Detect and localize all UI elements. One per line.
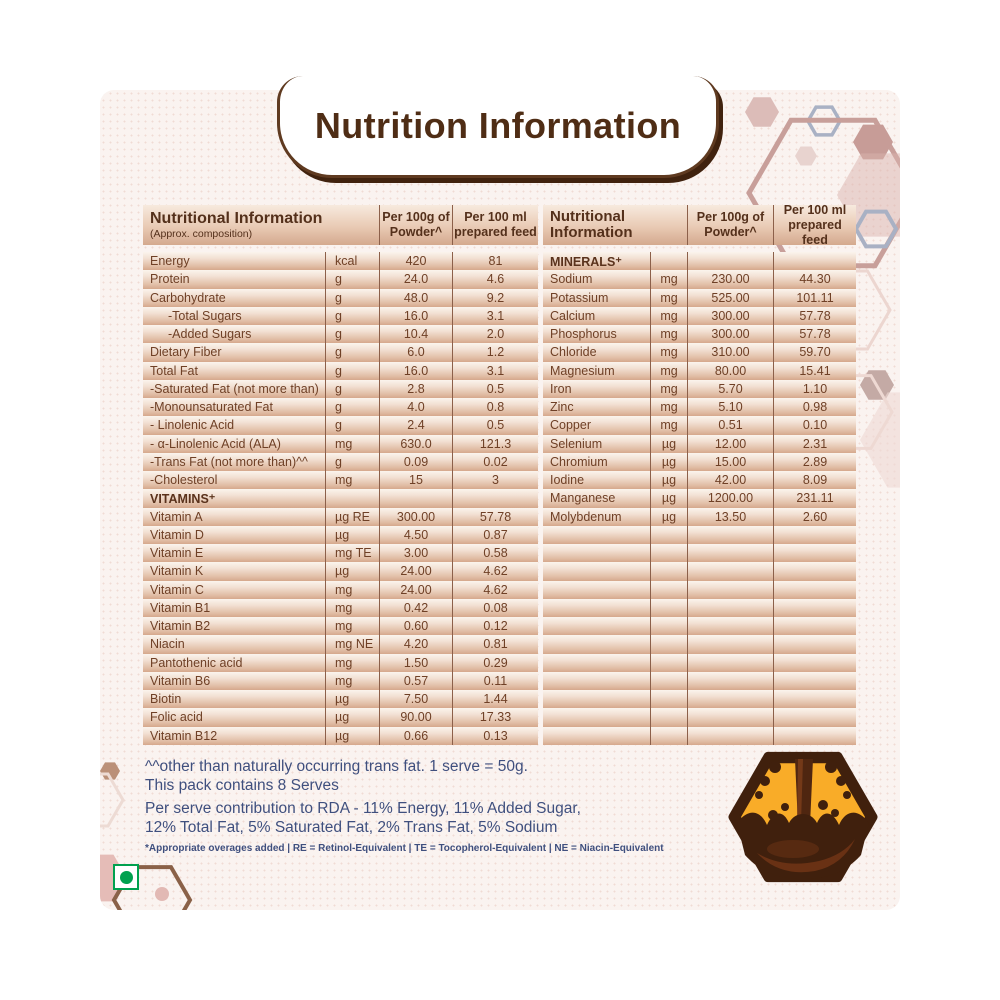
right-table-body bbox=[543, 252, 856, 745]
table-row bbox=[543, 581, 856, 599]
nutrient-name bbox=[543, 617, 650, 635]
nutrient-name: Iron bbox=[550, 381, 572, 396]
nutrient-name: Copper bbox=[550, 418, 591, 433]
nutrient-unit: mg bbox=[325, 581, 379, 599]
per-100ml-value bbox=[773, 544, 856, 562]
per-100g-value: 3.00 bbox=[379, 544, 452, 562]
per-100ml-value: 231.11 bbox=[773, 489, 856, 507]
nutrient-name: -Monounsaturated Fat bbox=[150, 400, 273, 415]
nutrient-name: Vitamin K bbox=[150, 564, 204, 579]
table-row bbox=[143, 708, 538, 726]
per-100g-value: 16.0 bbox=[379, 362, 452, 380]
per-100ml-value bbox=[773, 654, 856, 672]
table-row bbox=[543, 508, 856, 526]
nutrient-unit bbox=[650, 544, 687, 562]
per-100g-value bbox=[687, 581, 773, 599]
per-100g-value bbox=[687, 690, 773, 708]
nutrient-name: Potassium bbox=[550, 290, 609, 305]
nutrient-name: - α-Linolenic Acid (ALA) bbox=[150, 436, 281, 451]
table-row bbox=[543, 599, 856, 617]
nutrient-name: Dietary Fiber bbox=[150, 345, 222, 360]
table-row bbox=[543, 708, 856, 726]
per-100g-value: 525.00 bbox=[687, 289, 773, 307]
per-100g-value: 15.00 bbox=[687, 453, 773, 471]
table-row bbox=[143, 398, 538, 416]
nutrient-name: -Total Sugars bbox=[168, 308, 242, 323]
nutrient-unit: g bbox=[325, 270, 379, 288]
nutrient-name: Niacin bbox=[150, 637, 185, 652]
per-100ml-value bbox=[773, 672, 856, 690]
per-100ml-value: 0.12 bbox=[452, 617, 538, 635]
nutrient-unit: mg bbox=[325, 435, 379, 453]
per-100g-value: 48.0 bbox=[379, 289, 452, 307]
per-100ml-value: 1.44 bbox=[452, 690, 538, 708]
table-row bbox=[143, 416, 538, 434]
nutrient-unit: mg bbox=[650, 270, 687, 288]
per-100g-value: 300.00 bbox=[379, 508, 452, 526]
table-row bbox=[543, 307, 856, 325]
nutrient-unit: g bbox=[325, 453, 379, 471]
section-row bbox=[143, 489, 538, 507]
per-100g-value: 12.00 bbox=[687, 435, 773, 453]
per-100g-value: 90.00 bbox=[379, 708, 452, 726]
per-100g-value: 1200.00 bbox=[687, 489, 773, 507]
nutrient-unit: mg bbox=[650, 307, 687, 325]
per-100ml-value: 0.8 bbox=[452, 398, 538, 416]
nutrient-name: Energy bbox=[150, 254, 190, 269]
per-100ml-value bbox=[452, 489, 538, 507]
per-100ml-value: 15.41 bbox=[773, 362, 856, 380]
table-row bbox=[143, 599, 538, 617]
per-100ml-value bbox=[773, 617, 856, 635]
table-row bbox=[543, 343, 856, 361]
header-per-100ml: Per 100 ml prepared feed bbox=[452, 205, 538, 245]
header-name-column bbox=[543, 205, 687, 245]
per-100ml-value: 4.62 bbox=[452, 562, 538, 580]
table-header bbox=[143, 205, 538, 245]
per-100g-value: 310.00 bbox=[687, 343, 773, 361]
per-100g-value: 16.0 bbox=[379, 307, 452, 325]
nutrient-unit: µg bbox=[325, 708, 379, 726]
nutrient-unit bbox=[650, 252, 687, 270]
dot-decoration bbox=[155, 887, 169, 901]
nutrient-unit: g bbox=[325, 362, 379, 380]
nutrient-name: -Saturated Fat (not more than) bbox=[150, 381, 319, 396]
nutrient-unit bbox=[650, 562, 687, 580]
per-100g-value bbox=[687, 526, 773, 544]
per-100ml-value: 3 bbox=[452, 471, 538, 489]
nutrient-name bbox=[543, 544, 650, 562]
nutrient-unit bbox=[650, 654, 687, 672]
per-100ml-value: 2.89 bbox=[773, 453, 856, 471]
table-row bbox=[143, 690, 538, 708]
table-row bbox=[143, 252, 538, 270]
nutrient-name: MINERALS⁺ bbox=[550, 254, 622, 269]
per-100ml-value: 8.09 bbox=[773, 471, 856, 489]
header-per-100ml: Per 100 ml prepared feed bbox=[773, 205, 856, 245]
header-title: Nutritional Information bbox=[150, 209, 323, 227]
nutrient-unit: mg bbox=[650, 362, 687, 380]
nutrient-unit: mg bbox=[650, 325, 687, 343]
table-row bbox=[543, 362, 856, 380]
table-row bbox=[543, 380, 856, 398]
table-row bbox=[143, 544, 538, 562]
table-row bbox=[143, 562, 538, 580]
nutrient-unit bbox=[650, 727, 687, 745]
table-row bbox=[543, 544, 856, 562]
nutrient-name: Calcium bbox=[550, 308, 596, 323]
nutrient-unit: mg bbox=[325, 672, 379, 690]
nutrient-name: Total Fat bbox=[150, 363, 198, 378]
nutrient-unit: mg bbox=[325, 471, 379, 489]
per-100ml-value: 0.87 bbox=[452, 526, 538, 544]
header-title: Nutritional Information bbox=[550, 207, 633, 241]
nutrient-name: Zinc bbox=[550, 400, 574, 415]
table-row bbox=[143, 526, 538, 544]
nutrient-unit: µg RE bbox=[325, 508, 379, 526]
nutrient-name: Molybdenum bbox=[550, 509, 622, 524]
per-100ml-value: 2.31 bbox=[773, 435, 856, 453]
nutrient-name: Vitamin C bbox=[150, 582, 204, 597]
per-100ml-value bbox=[773, 581, 856, 599]
section-row bbox=[543, 252, 856, 270]
header-per-100g: Per 100g of Powder^ bbox=[687, 205, 773, 245]
per-100g-value: 0.66 bbox=[379, 727, 452, 745]
table-row bbox=[143, 343, 538, 361]
nutrient-name: Vitamin B12 bbox=[150, 728, 218, 743]
nutrient-unit: g bbox=[325, 398, 379, 416]
per-100ml-value bbox=[773, 599, 856, 617]
per-100ml-value bbox=[773, 526, 856, 544]
nutrient-name: -Added Sugars bbox=[168, 327, 252, 342]
per-100g-value: 420 bbox=[379, 252, 452, 270]
chocolate-splash-icon bbox=[723, 737, 883, 897]
table-row bbox=[143, 581, 538, 599]
per-100ml-value bbox=[773, 252, 856, 270]
header-subtitle: (Approx. composition) bbox=[150, 228, 253, 241]
per-100ml-value: 3.1 bbox=[452, 362, 538, 380]
per-100ml-value: 101.11 bbox=[773, 289, 856, 307]
per-100g-value: 1.50 bbox=[379, 654, 452, 672]
per-100ml-value: 0.98 bbox=[773, 398, 856, 416]
nutrient-name bbox=[543, 581, 650, 599]
per-100g-value bbox=[687, 599, 773, 617]
nutrient-unit: mg bbox=[325, 654, 379, 672]
nutrient-name bbox=[543, 599, 650, 617]
vegetarian-mark-icon bbox=[113, 864, 139, 890]
table-row bbox=[543, 526, 856, 544]
table-row bbox=[543, 270, 856, 288]
per-100g-value: 0.60 bbox=[379, 617, 452, 635]
per-100g-value bbox=[379, 489, 452, 507]
per-100g-value: 300.00 bbox=[687, 307, 773, 325]
left-table-body bbox=[143, 252, 538, 745]
nutrient-unit: µg bbox=[325, 526, 379, 544]
per-100g-value: 4.20 bbox=[379, 635, 452, 653]
footnote-line: Per serve contribution to RDA - 11% Energy, 11% Added Sugar, bbox=[145, 800, 581, 817]
per-100ml-value: 2.0 bbox=[452, 325, 538, 343]
per-100ml-value bbox=[773, 635, 856, 653]
per-100g-value: 42.00 bbox=[687, 471, 773, 489]
per-100g-value: 4.50 bbox=[379, 526, 452, 544]
per-100g-value: 6.0 bbox=[379, 343, 452, 361]
table-row bbox=[543, 289, 856, 307]
hexagon-shape bbox=[745, 97, 779, 126]
nutrient-unit: µg bbox=[325, 562, 379, 580]
per-100g-value: 300.00 bbox=[687, 325, 773, 343]
nutrient-name: - Linolenic Acid bbox=[150, 418, 235, 433]
per-100g-value bbox=[687, 635, 773, 653]
table-row bbox=[543, 562, 856, 580]
per-100ml-value bbox=[773, 562, 856, 580]
per-100g-value: 2.4 bbox=[379, 416, 452, 434]
table-row bbox=[543, 435, 856, 453]
table-row bbox=[143, 325, 538, 343]
table-header bbox=[543, 202, 856, 247]
nutrient-name: Chromium bbox=[550, 454, 608, 469]
per-100g-value: 7.50 bbox=[379, 690, 452, 708]
per-100g-value: 24.0 bbox=[379, 270, 452, 288]
nutrient-name: -Cholesterol bbox=[150, 473, 218, 488]
per-100g-value: 4.0 bbox=[379, 398, 452, 416]
nutrient-unit bbox=[650, 581, 687, 599]
per-100ml-value: 0.02 bbox=[452, 453, 538, 471]
nutrient-name: Vitamin E bbox=[150, 546, 204, 561]
table-row bbox=[543, 489, 856, 507]
page-title: Nutrition Information bbox=[314, 104, 682, 146]
per-100g-value: 15 bbox=[379, 471, 452, 489]
hexagon-shape bbox=[860, 392, 900, 487]
nutrient-unit: µg bbox=[650, 453, 687, 471]
per-100g-value: 0.09 bbox=[379, 453, 452, 471]
nutrient-unit bbox=[650, 690, 687, 708]
nutrient-unit: mg NE bbox=[325, 635, 379, 653]
per-100g-value bbox=[687, 708, 773, 726]
per-100g-value: 230.00 bbox=[687, 270, 773, 288]
table-row bbox=[143, 635, 538, 653]
per-100ml-value: 57.78 bbox=[773, 325, 856, 343]
per-100g-value bbox=[687, 252, 773, 270]
per-100g-value bbox=[687, 617, 773, 635]
nutrient-unit: mg bbox=[325, 617, 379, 635]
per-100ml-value: 0.81 bbox=[452, 635, 538, 653]
rda-footnote bbox=[145, 799, 581, 837]
per-100g-value: 5.10 bbox=[687, 398, 773, 416]
nutrient-unit bbox=[650, 617, 687, 635]
per-100g-value: 5.70 bbox=[687, 380, 773, 398]
per-100ml-value: 121.3 bbox=[452, 435, 538, 453]
nutrient-name bbox=[543, 727, 650, 745]
nutrition-table-right bbox=[543, 202, 856, 745]
nutrient-name: Protein bbox=[150, 272, 190, 287]
per-100g-value: 80.00 bbox=[687, 362, 773, 380]
nutrient-name bbox=[543, 708, 650, 726]
per-100ml-value bbox=[773, 690, 856, 708]
nutrient-unit: g bbox=[325, 380, 379, 398]
table-row bbox=[143, 270, 538, 288]
table-row bbox=[543, 453, 856, 471]
per-100g-value bbox=[687, 544, 773, 562]
nutrient-name: Carbohydrate bbox=[150, 290, 226, 305]
per-100g-value: 630.0 bbox=[379, 435, 452, 453]
table-row bbox=[543, 690, 856, 708]
table-row bbox=[143, 617, 538, 635]
table-row bbox=[543, 617, 856, 635]
per-100ml-value: 4.6 bbox=[452, 270, 538, 288]
nutrient-name: Biotin bbox=[150, 692, 182, 707]
nutrient-unit: mg bbox=[325, 599, 379, 617]
per-100ml-value bbox=[773, 708, 856, 726]
per-100ml-value: 17.33 bbox=[452, 708, 538, 726]
footnote-line: This pack contains 8 Serves bbox=[145, 777, 339, 794]
nutrient-unit: g bbox=[325, 289, 379, 307]
per-100ml-value: 0.5 bbox=[452, 416, 538, 434]
table-row bbox=[143, 508, 538, 526]
nutrient-name bbox=[543, 672, 650, 690]
table-row bbox=[543, 654, 856, 672]
per-100g-value bbox=[687, 654, 773, 672]
table-row bbox=[543, 398, 856, 416]
table-row bbox=[143, 727, 538, 745]
nutrient-unit: g bbox=[325, 307, 379, 325]
per-100g-value bbox=[687, 562, 773, 580]
per-100g-value: 2.8 bbox=[379, 380, 452, 398]
nutrient-unit: g bbox=[325, 343, 379, 361]
nutrient-unit: mg bbox=[650, 343, 687, 361]
per-100ml-value: 3.1 bbox=[452, 307, 538, 325]
per-100g-value: 0.57 bbox=[379, 672, 452, 690]
per-100g-value: 0.51 bbox=[687, 416, 773, 434]
table-row bbox=[143, 672, 538, 690]
table-row bbox=[543, 635, 856, 653]
hexagon-shape bbox=[795, 146, 817, 165]
nutrient-name bbox=[543, 562, 650, 580]
nutrient-unit bbox=[650, 672, 687, 690]
table-row bbox=[543, 471, 856, 489]
footnote-line: ^^other than naturally occurring trans fat. 1 serve = 50g. bbox=[145, 758, 528, 775]
per-100ml-value: 4.62 bbox=[452, 581, 538, 599]
nutrient-name: Sodium bbox=[550, 272, 593, 287]
per-100ml-value: 0.11 bbox=[452, 672, 538, 690]
nutrient-name: Folic acid bbox=[150, 710, 203, 725]
nutrient-unit: µg bbox=[650, 435, 687, 453]
nutrient-unit: g bbox=[325, 416, 379, 434]
per-100ml-value: 81 bbox=[452, 252, 538, 270]
nutrition-table-left bbox=[143, 205, 538, 745]
header-name-column bbox=[143, 205, 379, 245]
nutrient-name: Vitamin A bbox=[150, 509, 203, 524]
overages-fine-print: *Appropriate overages added | RE = Retinol-Equivalent | TE = Tocopherol-Equivalent | NE = Niacin-Equivalent bbox=[145, 843, 664, 854]
nutrient-unit: µg bbox=[650, 489, 687, 507]
nutrient-unit bbox=[650, 635, 687, 653]
trans-fat-footnote bbox=[145, 757, 528, 795]
nutrient-unit: mg bbox=[650, 289, 687, 307]
table-row bbox=[143, 471, 538, 489]
table-row bbox=[543, 672, 856, 690]
per-100ml-value: 44.30 bbox=[773, 270, 856, 288]
footnote-line: 12% Total Fat, 5% Saturated Fat, 2% Trans Fat, 5% Sodium bbox=[145, 819, 558, 836]
per-100g-value: 13.50 bbox=[687, 508, 773, 526]
nutrient-unit: µg bbox=[650, 471, 687, 489]
nutrient-name: VITAMINS⁺ bbox=[150, 491, 216, 506]
table-row bbox=[543, 325, 856, 343]
per-100ml-value: 2.60 bbox=[773, 508, 856, 526]
nutrient-name: Manganese bbox=[550, 491, 616, 506]
nutrient-name bbox=[543, 690, 650, 708]
table-row bbox=[143, 289, 538, 307]
nutrient-name: Selenium bbox=[550, 436, 603, 451]
table-row bbox=[143, 435, 538, 453]
nutrient-name: Magnesium bbox=[550, 363, 615, 378]
hexagon-shape bbox=[100, 774, 123, 826]
nutrient-name bbox=[543, 526, 650, 544]
per-100ml-value: 0.10 bbox=[773, 416, 856, 434]
per-100g-value bbox=[687, 672, 773, 690]
nutrient-name bbox=[543, 654, 650, 672]
nutrient-name: Vitamin B1 bbox=[150, 600, 211, 615]
table-row bbox=[143, 362, 538, 380]
nutrient-unit: µg bbox=[325, 727, 379, 745]
nutrient-name: Vitamin B6 bbox=[150, 673, 211, 688]
per-100g-value: 24.00 bbox=[379, 562, 452, 580]
per-100ml-value: 1.10 bbox=[773, 380, 856, 398]
nutrient-unit: kcal bbox=[325, 252, 379, 270]
nutrient-name: Pantothenic acid bbox=[150, 655, 243, 670]
table-row bbox=[543, 416, 856, 434]
per-100ml-value: 9.2 bbox=[452, 289, 538, 307]
nutrient-unit: µg bbox=[650, 508, 687, 526]
per-100ml-value: 0.08 bbox=[452, 599, 538, 617]
nutrient-name: Vitamin B2 bbox=[150, 619, 211, 634]
nutrient-name: Chloride bbox=[550, 345, 597, 360]
per-100ml-value: 59.70 bbox=[773, 343, 856, 361]
per-100ml-value: 0.58 bbox=[452, 544, 538, 562]
title-plaque bbox=[277, 76, 719, 178]
nutrient-name: -Trans Fat (not more than)^^ bbox=[150, 454, 308, 469]
nutrient-name: Phosphorus bbox=[550, 327, 617, 342]
nutrient-unit: mg bbox=[650, 398, 687, 416]
per-100g-value: 24.00 bbox=[379, 581, 452, 599]
table-row bbox=[143, 654, 538, 672]
nutrient-unit: mg bbox=[650, 380, 687, 398]
nutrient-name bbox=[543, 635, 650, 653]
nutrient-unit: g bbox=[325, 325, 379, 343]
table-row bbox=[143, 453, 538, 471]
per-100ml-value: 0.29 bbox=[452, 654, 538, 672]
nutrient-unit: µg bbox=[325, 690, 379, 708]
per-100g-value: 10.4 bbox=[379, 325, 452, 343]
nutrient-unit: mg bbox=[650, 416, 687, 434]
nutrient-unit bbox=[325, 489, 379, 507]
nutrient-unit: mg TE bbox=[325, 544, 379, 562]
header-per-100g: Per 100g of Powder^ bbox=[379, 205, 452, 245]
per-100ml-value: 57.78 bbox=[452, 508, 538, 526]
nutrient-unit bbox=[650, 599, 687, 617]
per-100ml-value: 0.5 bbox=[452, 380, 538, 398]
per-100ml-value: 57.78 bbox=[773, 307, 856, 325]
nutrient-unit bbox=[650, 708, 687, 726]
table-row bbox=[143, 307, 538, 325]
table-row bbox=[143, 380, 538, 398]
nutrient-name: Vitamin D bbox=[150, 527, 204, 542]
per-100g-value: 0.42 bbox=[379, 599, 452, 617]
per-100ml-value: 0.13 bbox=[452, 727, 538, 745]
nutrient-unit bbox=[650, 526, 687, 544]
per-100ml-value: 1.2 bbox=[452, 343, 538, 361]
nutrient-name: Iodine bbox=[550, 473, 585, 488]
